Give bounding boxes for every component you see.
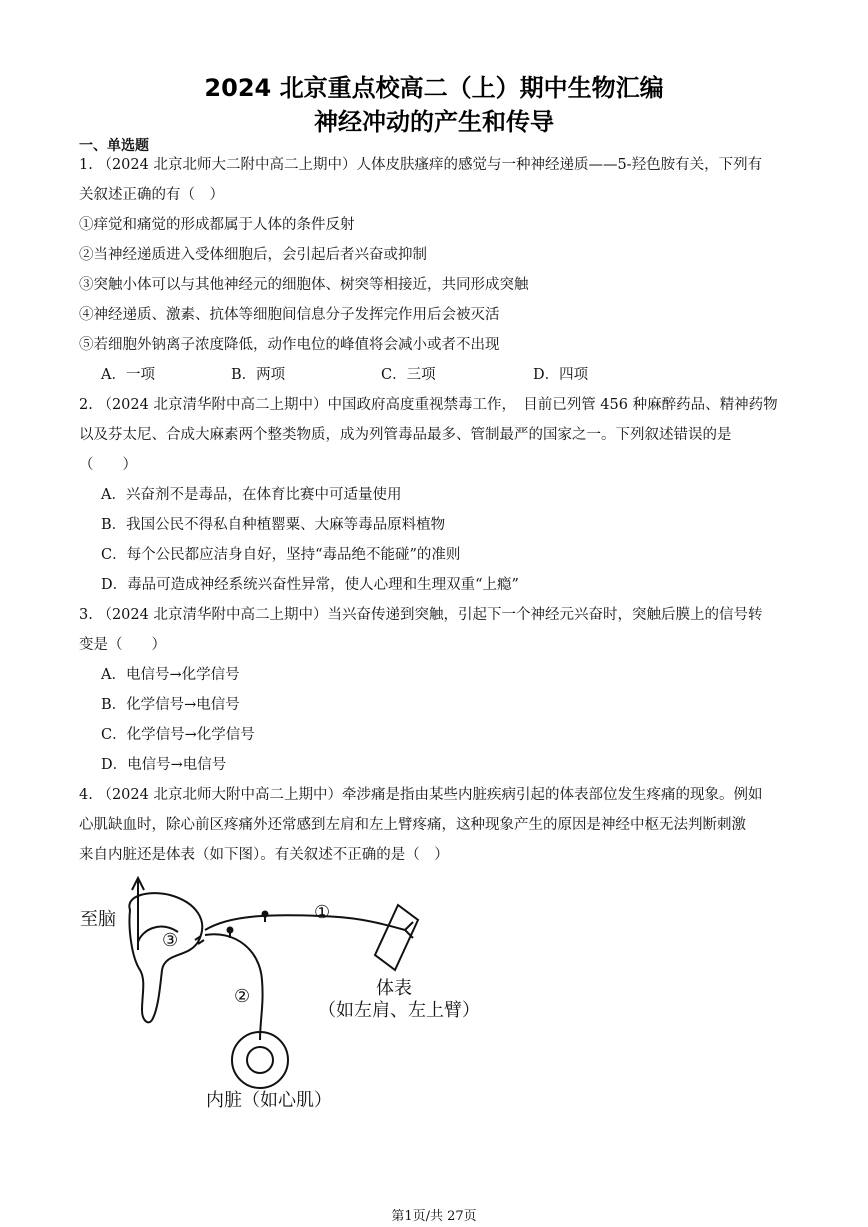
label-nerve-1: ① [314, 902, 331, 923]
q2-stem-line1: 2. （2024 北京清华附中高二上期中）中国政府高度重视禁毒工作， 目前已列管 456 种麻醉药品、精神药物 [79, 397, 778, 413]
q1-option-b: B．两项 [231, 367, 286, 383]
viscera-inner-ring [247, 1047, 273, 1073]
q2-stem-line2: 以及芬太尼、合成大麻素两个整类物质，成为列管毒品最多、管制最严的国家之一。下列叙述错误的是 [79, 427, 732, 443]
nerve-1-path [205, 915, 405, 930]
q3-stem-line1: 3. （2024 北京清华附中高二上期中）当兴奋传递到突触，引起下一个神经元兴奋时，突触后膜上的信号转 [79, 607, 763, 623]
q1-option-c: C．三项 [381, 367, 436, 383]
q2-option-b: B．我国公民不得私自种植罂粟、大麻等毒品原料植物 [101, 517, 446, 533]
q1-statement-3: ③突触小体可以与其他神经元的细胞体、树突等相接近，共同形成突触 [79, 277, 529, 293]
referred-pain-diagram [70, 870, 510, 1120]
q4-stem-line1: 4. （2024 北京北师大附中高二上期中）牵涉痛是指由某些内脏疾病引起的体表部位发生疼痛的现象。例如 [79, 787, 763, 803]
q2-option-d: D．毒品可造成神经系统兴奋性异常，使人心理和生理双重“上瘾” [101, 577, 519, 593]
q1-statement-2: ②当神经递质进入受体细胞后，会引起后者兴奋或抑制 [79, 247, 427, 263]
viscera-outer-ring [232, 1032, 288, 1088]
q2-option-c: C．每个公民都应洁身自好，坚持“毒品绝不能碰”的准则 [101, 547, 461, 563]
label-nerve-2: ② [234, 986, 251, 1007]
q2-option-a: A．兴奋剂不是毒品，在体育比赛中可适量使用 [101, 487, 402, 503]
q1-stem-line1: 1. （2024 北京北师大二附中高二上期中）人体皮肤瘙痒的感觉与一种神经递质——5-羟色胺有关，下列有 [79, 157, 763, 173]
q3-option-c: C．化学信号→化学信号 [101, 727, 255, 743]
label-viscera: 内脏（如心肌） [206, 1090, 332, 1111]
label-synapse-3: ③ [162, 930, 179, 951]
q4-stem-line3: 来自内脏还是体表（如下图）。有关叙述不正确的是（ ） [79, 847, 449, 863]
q1-statement-1: ①痒觉和痛觉的形成都属于人体的条件反射 [79, 217, 355, 233]
q1-statement-5: ⑤若细胞外钠离子浓度降低，动作电位的峰值将会减小或者不出现 [79, 337, 500, 353]
q3-stem-line2: 变是（ ） [79, 637, 166, 653]
q4-stem-line2: 心肌缺血时，除心前区疼痛外还常感到左肩和左上臂疼痛，这种现象产生的原因是神经中枢无法判断刺激 [79, 817, 746, 833]
label-body-surface: 体表 [376, 978, 412, 999]
q2-stem-line3: （ ） [79, 457, 137, 473]
q1-option-d: D．四项 [533, 367, 589, 383]
q3-option-d: D．电信号→电信号 [101, 757, 227, 773]
page-title: 2024 北京重点校高二（上）期中生物汇编 [204, 74, 664, 102]
q1-option-a: A．一项 [101, 367, 155, 383]
page-subtitle: 神经冲动的产生和传导 [314, 108, 554, 136]
q3-option-b: B．化学信号→电信号 [101, 697, 240, 713]
q1-stem-line2: 关叙述正确的有（ ） [79, 187, 224, 203]
label-to-brain: 至脑 [80, 909, 116, 930]
spinal-cord-outline [129, 893, 202, 1022]
label-body-surface-example: （如左肩、左上臂） [318, 1000, 480, 1021]
section-heading: 一、单选题 [79, 138, 149, 154]
q3-option-a: A．电信号→化学信号 [101, 667, 240, 683]
receptor-ending [405, 922, 413, 938]
q1-statement-4: ④神经递质、激素、抗体等细胞间信息分子发挥完作用后会被灭活 [79, 307, 500, 323]
page-footer: 第1页/共 27页 [391, 1209, 477, 1224]
